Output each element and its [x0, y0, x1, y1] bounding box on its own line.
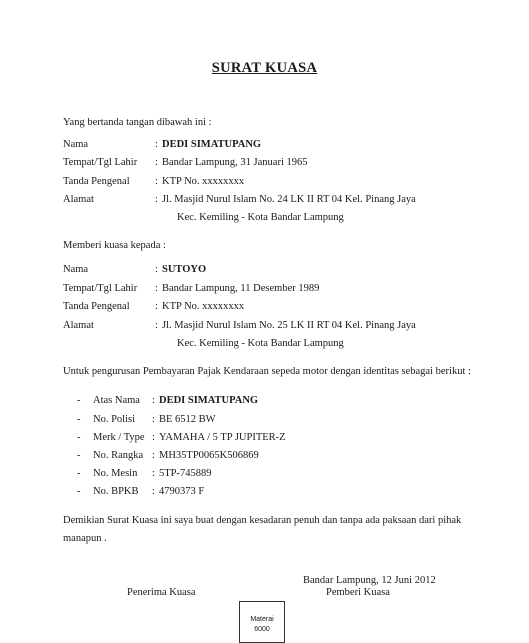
- grantor-birth-row: [63, 157, 483, 171]
- field-label: Nama: [63, 139, 89, 150]
- materai-stamp: [239, 601, 285, 643]
- bullet-dash: -: [77, 468, 81, 479]
- vehicle-item: [77, 414, 477, 428]
- bullet-dash: -: [77, 486, 81, 497]
- field-label: Tempat/Tgl Lahir: [63, 157, 138, 168]
- colon: :: [152, 468, 155, 479]
- vehicle-frame: MH35TP0065K506869: [159, 450, 259, 461]
- grantor-name-row: [63, 139, 483, 153]
- grantor-address-row: [63, 194, 483, 208]
- vehicle-label: Atas Nama: [93, 395, 140, 406]
- field-label: Tempat/Tgl Lahir: [63, 283, 138, 294]
- purpose-text: Untuk pengurusan Pembayaran Pajak Kendaraan sepeda motor dengan identitas sebagai berikut :: [63, 366, 471, 377]
- grantee-birth: Bandar Lampung, 11 Desember 1989: [162, 283, 320, 294]
- grantee-id: KTP No. xxxxxxxx: [162, 301, 245, 312]
- vehicle-engine: 5TP-745889: [159, 468, 212, 479]
- document-title: SURAT KUASA: [211, 60, 318, 76]
- grantee-address: Jl. Masjid Nurul Islam No. 25 LK II RT 04 Kel. Pinang Jaya: [162, 320, 416, 331]
- bullet-dash: -: [77, 395, 81, 406]
- grantee-address-row: [63, 320, 483, 334]
- stamp-value: 6000: [254, 626, 270, 633]
- grantee-address-line2: Kec. Kemiling - Kota Bandar Lampung: [177, 338, 344, 349]
- colon: :: [155, 320, 158, 331]
- colon: :: [155, 176, 158, 187]
- field-label: Alamat: [63, 320, 94, 331]
- field-label: Alamat: [63, 194, 94, 205]
- giver-label: Pemberi Kuasa: [326, 587, 390, 598]
- grantee-name: SUTOYO: [162, 264, 207, 275]
- vehicle-bpkb: 4790373 F: [159, 486, 205, 497]
- colon: :: [155, 301, 158, 312]
- closing-line-2: manapun .: [63, 533, 107, 544]
- colon: :: [152, 414, 155, 425]
- vehicle-item: [77, 395, 477, 409]
- grantor-address-line2: Kec. Kemiling - Kota Bandar Lampung: [177, 212, 344, 223]
- colon: :: [152, 395, 155, 406]
- receiver-label: Penerima Kuasa: [127, 587, 196, 598]
- colon: :: [155, 157, 158, 168]
- place-date: Bandar Lampung, 12 Juni 2012: [303, 575, 436, 586]
- vehicle-label: No. Mesin: [93, 468, 138, 479]
- vehicle-owner: DEDI SIMATUPANG: [159, 395, 259, 406]
- grant-text: Memberi kuasa kepada :: [63, 240, 166, 251]
- vehicle-item: [77, 486, 477, 500]
- vehicle-item: [77, 432, 477, 446]
- grantor-id-row: [63, 176, 483, 190]
- colon: :: [152, 432, 155, 443]
- stamp-label: Materai: [250, 616, 274, 623]
- bullet-dash: -: [77, 432, 81, 443]
- bullet-dash: -: [77, 450, 81, 461]
- intro-text: Yang bertanda tangan dibawah ini :: [63, 117, 212, 128]
- grantor-birth: Bandar Lampung, 31 Januari 1965: [162, 157, 308, 168]
- grantor-id: KTP No. xxxxxxxx: [162, 176, 245, 187]
- vehicle-plate: BE 6512 BW: [159, 414, 216, 425]
- grantee-name-row: [63, 264, 483, 278]
- colon: :: [152, 486, 155, 497]
- grantor-name: DEDI SIMATUPANG: [162, 139, 262, 150]
- colon: :: [152, 450, 155, 461]
- vehicle-label: Merk / Type: [93, 432, 145, 443]
- field-label: Nama: [63, 264, 89, 275]
- field-label: Tanda Pengenal: [63, 176, 130, 187]
- vehicle-item: [77, 468, 477, 482]
- colon: :: [155, 264, 158, 275]
- colon: :: [155, 283, 158, 294]
- bullet-dash: -: [77, 414, 81, 425]
- vehicle-label: No. Polisi: [93, 414, 136, 425]
- colon: :: [155, 194, 158, 205]
- colon: :: [155, 139, 158, 150]
- vehicle-type: YAMAHA / 5 TP JUPITER-Z: [159, 432, 286, 443]
- closing-line-1: Demikian Surat Kuasa ini saya buat dengan kesadaran penuh dan tanpa ada paksaan dari pihak: [63, 515, 462, 526]
- vehicle-item: [77, 450, 477, 464]
- vehicle-label: No. Rangka: [93, 450, 144, 461]
- field-label: Tanda Pengenal: [63, 301, 130, 312]
- vehicle-label: No. BPKB: [93, 486, 139, 497]
- grantee-birth-row: [63, 283, 483, 297]
- grantee-id-row: [63, 301, 483, 315]
- grantor-address: Jl. Masjid Nurul Islam No. 24 LK II RT 04 Kel. Pinang Jaya: [162, 194, 416, 205]
